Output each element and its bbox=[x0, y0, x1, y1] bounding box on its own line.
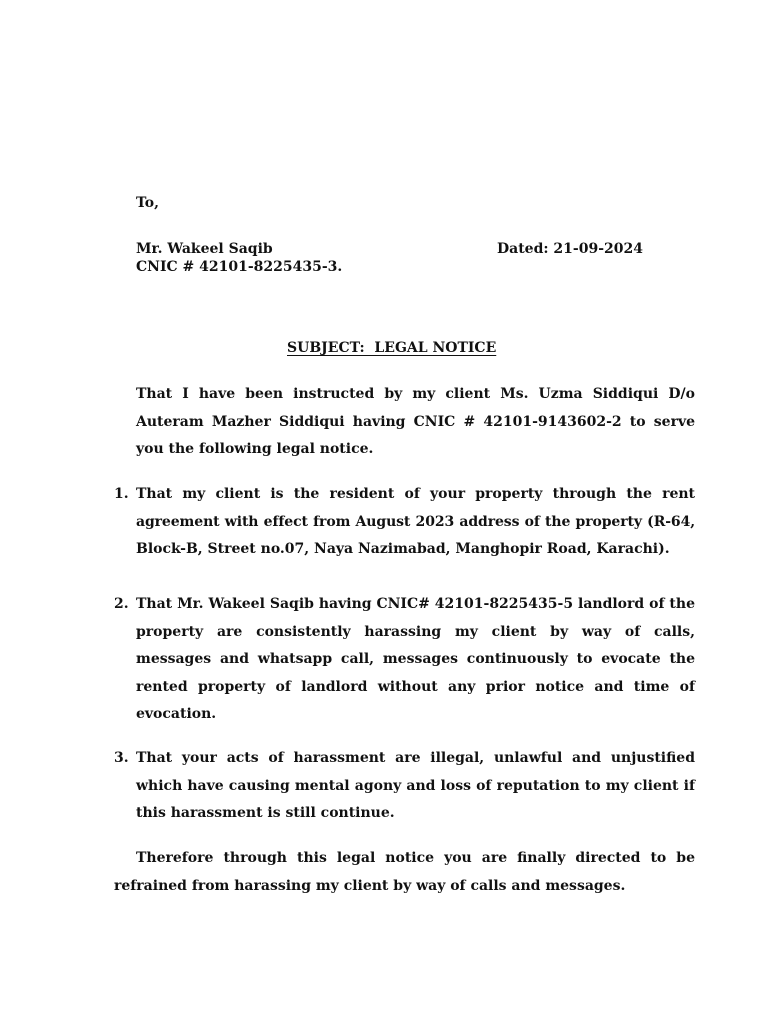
recipient-cnic: CNIC # 42101-8225435-3. bbox=[136, 259, 343, 275]
point-line: Block-B, Street no.07, Naya Nazimabad, Manghopir Road, Karachi). bbox=[136, 541, 670, 557]
point-number: 3. bbox=[114, 750, 129, 766]
point-2-paragraph bbox=[136, 591, 695, 729]
point-line: which have causing mental agony and loss of reputation to my client if bbox=[136, 777, 695, 794]
point-line: That your acts of harassment are illegal, unlawful and unjustified bbox=[136, 750, 695, 766]
conclusion-line: Therefore through this legal notice you are finally directed to be bbox=[136, 850, 695, 866]
point-line: That my client is the resident of your property through the rent bbox=[136, 486, 695, 502]
notice-date: Dated: 21-09-2024 bbox=[497, 241, 643, 257]
point-line: agreement with effect from August 2023 address of the property (R-64, bbox=[136, 513, 695, 530]
recipient-name: Mr. Wakeel Saqib bbox=[136, 241, 273, 257]
subject-line: SUBJECT: LEGAL NOTICE bbox=[287, 340, 497, 356]
intro-line: That I have been instructed by my client Ms. Uzma Siddiqui D/o bbox=[136, 386, 695, 402]
point-number: 2. bbox=[114, 596, 129, 612]
point-number: 1. bbox=[114, 486, 129, 502]
point-line: property are consistently harassing my client by way of calls, bbox=[136, 623, 695, 640]
intro-line: you the following legal notice. bbox=[136, 441, 374, 457]
point-line: this harassment is still continue. bbox=[136, 805, 395, 821]
conclusion-paragraph bbox=[114, 845, 695, 900]
point-line: evocation. bbox=[136, 706, 217, 722]
point-line: That Mr. Wakeel Saqib having CNIC# 42101-8225435-5 landlord of the bbox=[136, 596, 695, 612]
point-line: rented property of landlord without any prior notice and time of bbox=[136, 678, 695, 695]
intro-paragraph bbox=[136, 381, 695, 464]
point-1-paragraph bbox=[136, 481, 695, 564]
point-line: messages and whatsapp call, messages continuously to evocate the bbox=[136, 651, 695, 667]
conclusion-line: refrained from harassing my client by way of calls and messages. bbox=[114, 877, 626, 894]
salutation: To, bbox=[136, 195, 160, 211]
point-3-paragraph bbox=[136, 745, 695, 828]
intro-line: Auteram Mazher Siddiqui having CNIC # 42101-9143602-2 to serve bbox=[136, 413, 695, 430]
